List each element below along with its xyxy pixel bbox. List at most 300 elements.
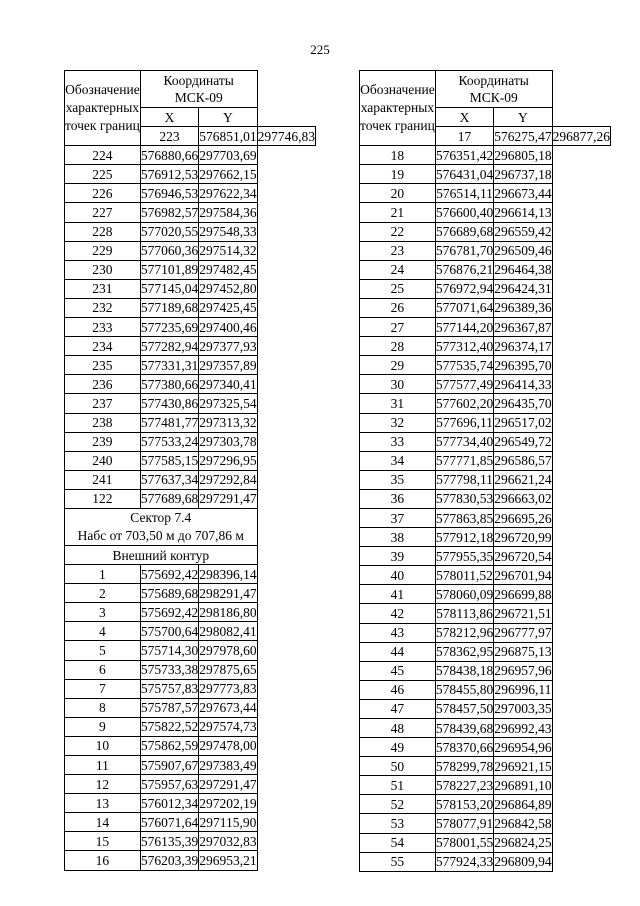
point-id-cell: 49 <box>360 738 436 757</box>
x-coord-cell: 575700,64 <box>140 622 198 641</box>
table-row <box>65 622 316 641</box>
point-id-cell: 35 <box>360 470 436 489</box>
table-row <box>360 680 611 699</box>
point-id-cell: 30 <box>360 375 436 394</box>
x-coord-cell: 576689,68 <box>435 222 493 241</box>
y-coord-cell: 297325,54 <box>199 394 257 413</box>
table-row <box>360 470 611 489</box>
x-coord-cell: 576071,64 <box>140 813 198 832</box>
table-row <box>65 717 316 736</box>
x-column-header: X <box>435 108 493 127</box>
x-coord-cell: 577734,40 <box>435 432 493 451</box>
header-row <box>65 71 316 108</box>
x-coord-cell: 576880,66 <box>140 146 198 165</box>
table-row <box>360 566 611 585</box>
x-coord-cell: 577144,20 <box>435 318 493 337</box>
x-coord-cell: 575689,68 <box>140 584 198 603</box>
x-coord-cell: 577060,36 <box>140 241 198 260</box>
table-row <box>360 337 611 356</box>
x-coord-cell: 576351,42 <box>435 146 493 165</box>
y-coord-cell: 297291,47 <box>199 489 257 508</box>
y-coord-cell: 297303,78 <box>199 432 257 451</box>
y-coord-cell: 296374,17 <box>494 337 552 356</box>
table-row <box>65 413 316 432</box>
table-row <box>360 814 611 833</box>
point-id-cell: 8 <box>65 698 141 717</box>
y-coord-cell: 297340,41 <box>199 375 257 394</box>
x-coord-cell: 575957,63 <box>140 775 198 794</box>
table-row <box>360 757 611 776</box>
point-id-cell: 50 <box>360 757 436 776</box>
point-id-cell: 40 <box>360 566 436 585</box>
x-coord-cell: 578370,66 <box>435 738 493 757</box>
point-id-cell: 44 <box>360 642 436 661</box>
y-coord-cell: 296614,13 <box>494 203 552 222</box>
x-coord-cell: 577924,33 <box>435 852 493 871</box>
y-coord-cell: 297978,60 <box>199 641 257 660</box>
point-id-cell: 223 <box>140 127 198 146</box>
table-row <box>65 851 316 870</box>
table-row <box>65 756 316 775</box>
table-row <box>360 852 611 871</box>
point-id-cell: 13 <box>65 794 141 813</box>
y-coord-cell: 296509,46 <box>494 241 552 260</box>
y-coord-cell: 296996,11 <box>494 680 552 699</box>
y-coord-cell: 296864,89 <box>494 795 552 814</box>
table-row <box>65 241 316 260</box>
point-id-cell: 9 <box>65 717 141 736</box>
point-id-cell: 238 <box>65 413 141 432</box>
x-coord-cell: 578362,95 <box>435 642 493 661</box>
x-coord-cell: 576876,21 <box>435 260 493 279</box>
point-id-cell: 225 <box>65 165 141 184</box>
y-coord-cell: 296875,13 <box>494 642 552 661</box>
point-id-cell: 32 <box>360 413 436 432</box>
table-row <box>360 241 611 260</box>
header-line-2: характерных <box>360 100 435 116</box>
point-id-cell: 22 <box>360 222 436 241</box>
point-id-cell: 234 <box>65 337 141 356</box>
table-row <box>65 260 316 279</box>
point-id-cell: 24 <box>360 260 436 279</box>
point-id-cell: 53 <box>360 814 436 833</box>
point-id-cell: 122 <box>65 489 141 508</box>
table-row <box>65 832 316 851</box>
x-coord-cell: 578455,80 <box>435 680 493 699</box>
x-coord-cell: 577577,49 <box>435 375 493 394</box>
x-coord-cell: 577696,11 <box>435 413 493 432</box>
y-coord-cell: 296777,97 <box>494 623 552 642</box>
y-coord-cell: 296805,18 <box>494 146 552 165</box>
point-id-cell: 226 <box>65 184 141 203</box>
y-coord-cell: 298186,80 <box>199 603 257 622</box>
sector-caption <box>65 508 258 545</box>
y-coord-cell: 296517,02 <box>494 413 552 432</box>
x-coord-cell: 578212,96 <box>435 623 493 642</box>
y-coord-cell: 296877,26 <box>552 127 610 146</box>
x-coord-cell: 577380,66 <box>140 375 198 394</box>
header-line-1: Обозначение <box>65 82 140 98</box>
x-coord-cell: 577189,68 <box>140 298 198 317</box>
y-coord-cell: 296737,18 <box>494 165 552 184</box>
y-coord-cell: 297202,19 <box>199 794 257 813</box>
point-id-cell: 224 <box>65 146 141 165</box>
y-coord-cell: 297478,00 <box>199 736 257 755</box>
table-row <box>360 719 611 738</box>
y-coord-cell: 296809,94 <box>494 852 552 871</box>
x-coord-cell: 575862,59 <box>140 736 198 755</box>
y-coord-cell: 297383,49 <box>199 756 257 775</box>
x-coord-cell: 576514,11 <box>435 184 493 203</box>
y-coord-cell: 297482,45 <box>199 260 257 279</box>
table-row <box>65 470 316 489</box>
point-id-cell: 15 <box>65 832 141 851</box>
point-id-cell: 41 <box>360 585 436 604</box>
coordinates-table-left <box>64 70 316 871</box>
point-id-cell: 229 <box>65 241 141 260</box>
y-coord-cell: 297673,44 <box>199 698 257 717</box>
y-coord-cell: 296395,70 <box>494 356 552 375</box>
x-coord-cell: 575714,30 <box>140 641 198 660</box>
y-coord-cell: 296367,87 <box>494 318 552 337</box>
point-id-cell: 33 <box>360 432 436 451</box>
y-coord-cell: 296621,24 <box>494 470 552 489</box>
y-coord-cell: 297291,47 <box>199 775 257 794</box>
y-coord-cell: 296921,15 <box>494 757 552 776</box>
y-coord-cell: 296720,99 <box>494 528 552 547</box>
y-coord-cell: 297313,32 <box>199 413 257 432</box>
table-row <box>65 679 316 698</box>
y-coord-cell: 297292,84 <box>199 470 257 489</box>
y-coord-cell: 296586,57 <box>494 451 552 470</box>
x-coord-cell: 577533,24 <box>140 432 198 451</box>
y-coord-cell: 296699,88 <box>494 585 552 604</box>
point-id-cell: 230 <box>65 260 141 279</box>
coordinates-header <box>435 71 552 108</box>
y-coord-cell: 296673,44 <box>494 184 552 203</box>
point-id-cell: 48 <box>360 719 436 738</box>
point-id-cell: 52 <box>360 795 436 814</box>
table-row <box>360 547 611 566</box>
x-coord-cell: 577101,89 <box>140 260 198 279</box>
table-row <box>65 375 316 394</box>
y-column-header: Y <box>199 108 257 127</box>
coords-title-line-2: МСК-09 <box>174 90 223 105</box>
x-coord-cell: 576135,39 <box>140 832 198 851</box>
table-row <box>360 203 611 222</box>
x-coord-cell: 577863,85 <box>435 508 493 527</box>
point-id-cell: 46 <box>360 680 436 699</box>
point-id-cell: 37 <box>360 508 436 527</box>
point-id-cell: 28 <box>360 337 436 356</box>
y-coord-cell: 297622,34 <box>199 184 257 203</box>
table-row <box>65 432 316 451</box>
y-coord-cell: 297400,46 <box>199 318 257 337</box>
point-id-cell: 3 <box>65 603 141 622</box>
x-coord-cell: 576851,01 <box>199 127 257 146</box>
x-coord-cell: 576203,39 <box>140 851 198 870</box>
y-coord-cell: 297746,83 <box>257 127 315 146</box>
table-row <box>65 660 316 679</box>
x-coord-cell: 577585,15 <box>140 451 198 470</box>
point-id-cell: 42 <box>360 604 436 623</box>
table-row <box>360 776 611 795</box>
table-row <box>65 318 316 337</box>
right-table-body <box>360 71 611 872</box>
table-row <box>65 451 316 470</box>
x-coord-cell: 577798,11 <box>435 470 493 489</box>
y-coord-cell: 296953,21 <box>199 851 257 870</box>
point-id-cell: 235 <box>65 356 141 375</box>
y-coord-cell: 297003,35 <box>494 699 552 718</box>
x-coord-cell: 578001,55 <box>435 833 493 852</box>
point-id-cell: 20 <box>360 184 436 203</box>
point-id-cell: 4 <box>65 622 141 641</box>
table-row <box>65 775 316 794</box>
x-coord-cell: 578438,18 <box>435 661 493 680</box>
point-id-cell: 38 <box>360 528 436 547</box>
x-coord-cell: 575692,42 <box>140 565 198 584</box>
y-coord-cell: 296992,43 <box>494 719 552 738</box>
x-coord-cell: 577020,55 <box>140 222 198 241</box>
header-row <box>360 71 611 108</box>
y-coord-cell: 297425,45 <box>199 298 257 317</box>
table-row <box>360 642 611 661</box>
y-coord-cell: 297574,73 <box>199 717 257 736</box>
point-id-cell: 232 <box>65 298 141 317</box>
y-coord-cell: 296824,25 <box>494 833 552 852</box>
y-coord-cell: 297296,95 <box>199 451 257 470</box>
header-line-1: Обозначение <box>360 82 435 98</box>
x-coord-cell: 577689,68 <box>140 489 198 508</box>
x-coord-cell: 577312,40 <box>435 337 493 356</box>
x-coord-cell: 577430,86 <box>140 394 198 413</box>
x-coord-cell: 577331,31 <box>140 356 198 375</box>
table-row <box>65 146 316 165</box>
y-coord-cell: 296842,58 <box>494 814 552 833</box>
table-row <box>65 813 316 832</box>
x-coord-cell: 577771,85 <box>435 451 493 470</box>
x-coord-cell: 576431,04 <box>435 165 493 184</box>
x-coord-cell: 578227,23 <box>435 776 493 795</box>
table-row <box>360 279 611 298</box>
point-id-cell: 26 <box>360 298 436 317</box>
point-id-cell: 11 <box>65 756 141 775</box>
table-row <box>360 699 611 718</box>
point-id-cell: 43 <box>360 623 436 642</box>
x-coord-cell: 578153,20 <box>435 795 493 814</box>
table-row <box>360 413 611 432</box>
x-coord-cell: 575757,83 <box>140 679 198 698</box>
point-id-cell: 12 <box>65 775 141 794</box>
x-coord-cell: 577955,35 <box>435 547 493 566</box>
y-coord-cell: 296549,72 <box>494 432 552 451</box>
header-line-3: точек границ <box>360 118 435 134</box>
y-coord-cell: 296435,70 <box>494 394 552 413</box>
point-id-cell: 237 <box>65 394 141 413</box>
table-row <box>360 661 611 680</box>
coords-title-line-1: Координаты <box>163 73 234 88</box>
table-row <box>65 794 316 813</box>
table-row <box>65 565 316 584</box>
y-coord-cell: 296663,02 <box>494 489 552 508</box>
y-coord-cell: 296464,38 <box>494 260 552 279</box>
point-id-cell: 55 <box>360 852 436 871</box>
y-coord-cell: 296720,54 <box>494 547 552 566</box>
x-coord-cell: 578077,91 <box>435 814 493 833</box>
table-row <box>360 394 611 413</box>
point-id-cell: 17 <box>435 127 493 146</box>
table-row <box>65 489 316 508</box>
x-coord-cell: 578457,50 <box>435 699 493 718</box>
x-coord-cell: 576982,57 <box>140 203 198 222</box>
point-id-cell: 29 <box>360 356 436 375</box>
x-coord-cell: 577637,34 <box>140 470 198 489</box>
x-coord-cell: 575822,52 <box>140 717 198 736</box>
x-coord-cell: 577535,74 <box>435 356 493 375</box>
y-coord-cell: 297548,33 <box>199 222 257 241</box>
table-row <box>65 736 316 755</box>
x-coord-cell: 577071,64 <box>435 298 493 317</box>
left-table-body <box>65 71 316 871</box>
y-coord-cell: 297703,69 <box>199 146 257 165</box>
x-column-header: X <box>140 108 198 127</box>
y-coord-cell: 297584,36 <box>199 203 257 222</box>
x-coord-cell: 578299,78 <box>435 757 493 776</box>
point-designation-header <box>360 71 436 146</box>
point-id-cell: 34 <box>360 451 436 470</box>
y-coord-cell: 297115,90 <box>199 813 257 832</box>
y-coord-cell: 296695,26 <box>494 508 552 527</box>
y-coord-cell: 296424,31 <box>494 279 552 298</box>
table-row <box>65 698 316 717</box>
table-row <box>65 279 316 298</box>
y-coord-cell: 298082,41 <box>199 622 257 641</box>
point-id-cell: 241 <box>65 470 141 489</box>
point-id-cell: 51 <box>360 776 436 795</box>
y-coord-cell: 297514,32 <box>199 241 257 260</box>
point-id-cell: 31 <box>360 394 436 413</box>
table-row <box>65 298 316 317</box>
table-row <box>360 795 611 814</box>
x-coord-cell: 577145,04 <box>140 279 198 298</box>
point-id-cell: 6 <box>65 660 141 679</box>
x-coord-cell: 577912,18 <box>435 528 493 547</box>
table-row <box>360 604 611 623</box>
table-row <box>360 432 611 451</box>
y-coord-cell: 297357,89 <box>199 356 257 375</box>
x-coord-cell: 575692,42 <box>140 603 198 622</box>
point-id-cell: 16 <box>65 851 141 870</box>
x-coord-cell: 578011,52 <box>435 566 493 585</box>
table-row <box>360 508 611 527</box>
table-row <box>360 451 611 470</box>
y-coord-cell: 298396,14 <box>199 565 257 584</box>
sector-title: Сектор 7.4 <box>130 510 192 526</box>
x-coord-cell: 576781,70 <box>435 241 493 260</box>
sector-height-range: Набс от 703,50 м до 707,86 м <box>77 527 244 543</box>
table-row <box>65 222 316 241</box>
x-coord-cell: 575787,57 <box>140 698 198 717</box>
table-row <box>360 585 611 604</box>
x-coord-cell: 576972,94 <box>435 279 493 298</box>
table-row <box>360 738 611 757</box>
table-row <box>65 356 316 375</box>
y-coord-cell: 298291,47 <box>199 584 257 603</box>
table-row <box>360 623 611 642</box>
table-row <box>360 528 611 547</box>
header-line-2: характерных <box>65 100 140 116</box>
coords-title-line-2: МСК-09 <box>469 90 518 105</box>
y-coord-cell: 297377,93 <box>199 337 257 356</box>
point-id-cell: 47 <box>360 699 436 718</box>
y-coord-cell: 297773,83 <box>199 679 257 698</box>
coords-title-line-1: Координаты <box>458 73 529 88</box>
x-coord-cell: 575733,38 <box>140 660 198 679</box>
x-coord-cell: 576912,53 <box>140 165 198 184</box>
table-row <box>360 165 611 184</box>
x-coord-cell: 577235,69 <box>140 318 198 337</box>
x-coord-cell: 578439,68 <box>435 719 493 738</box>
y-coord-cell: 296957,96 <box>494 661 552 680</box>
point-designation-header <box>65 71 141 146</box>
x-coord-cell: 576012,34 <box>140 794 198 813</box>
y-coord-cell: 296891,10 <box>494 776 552 795</box>
point-id-cell: 7 <box>65 679 141 698</box>
point-id-cell: 10 <box>65 736 141 755</box>
point-id-cell: 233 <box>65 318 141 337</box>
sector-row <box>65 508 316 545</box>
x-coord-cell: 576275,47 <box>494 127 552 146</box>
table-row <box>65 165 316 184</box>
point-id-cell: 14 <box>65 813 141 832</box>
point-id-cell: 2 <box>65 584 141 603</box>
y-coord-cell: 297032,83 <box>199 832 257 851</box>
table-row <box>360 833 611 852</box>
y-coord-cell: 297452,80 <box>199 279 257 298</box>
x-coord-cell: 577830,53 <box>435 489 493 508</box>
y-coord-cell: 296701,94 <box>494 566 552 585</box>
page-number: 225 <box>310 42 330 57</box>
y-coord-cell: 296954,96 <box>494 738 552 757</box>
table-row <box>360 184 611 203</box>
table-row <box>360 356 611 375</box>
point-id-cell: 18 <box>360 146 436 165</box>
coordinates-table-right <box>359 70 611 872</box>
point-id-cell: 19 <box>360 165 436 184</box>
x-coord-cell: 577481,77 <box>140 413 198 432</box>
point-id-cell: 39 <box>360 547 436 566</box>
y-coord-cell: 296414,33 <box>494 375 552 394</box>
table-row <box>65 203 316 222</box>
table-row <box>360 260 611 279</box>
y-coord-cell: 296389,36 <box>494 298 552 317</box>
table-row <box>360 318 611 337</box>
point-id-cell: 227 <box>65 203 141 222</box>
x-coord-cell: 577282,94 <box>140 337 198 356</box>
point-id-cell: 25 <box>360 279 436 298</box>
x-coord-cell: 577602,20 <box>435 394 493 413</box>
table-row <box>360 146 611 165</box>
point-id-cell: 240 <box>65 451 141 470</box>
point-id-cell: 231 <box>65 279 141 298</box>
table-row <box>65 394 316 413</box>
point-id-cell: 239 <box>65 432 141 451</box>
table-row <box>65 641 316 660</box>
y-coord-cell: 296559,42 <box>494 222 552 241</box>
point-id-cell: 21 <box>360 203 436 222</box>
point-id-cell: 1 <box>65 565 141 584</box>
